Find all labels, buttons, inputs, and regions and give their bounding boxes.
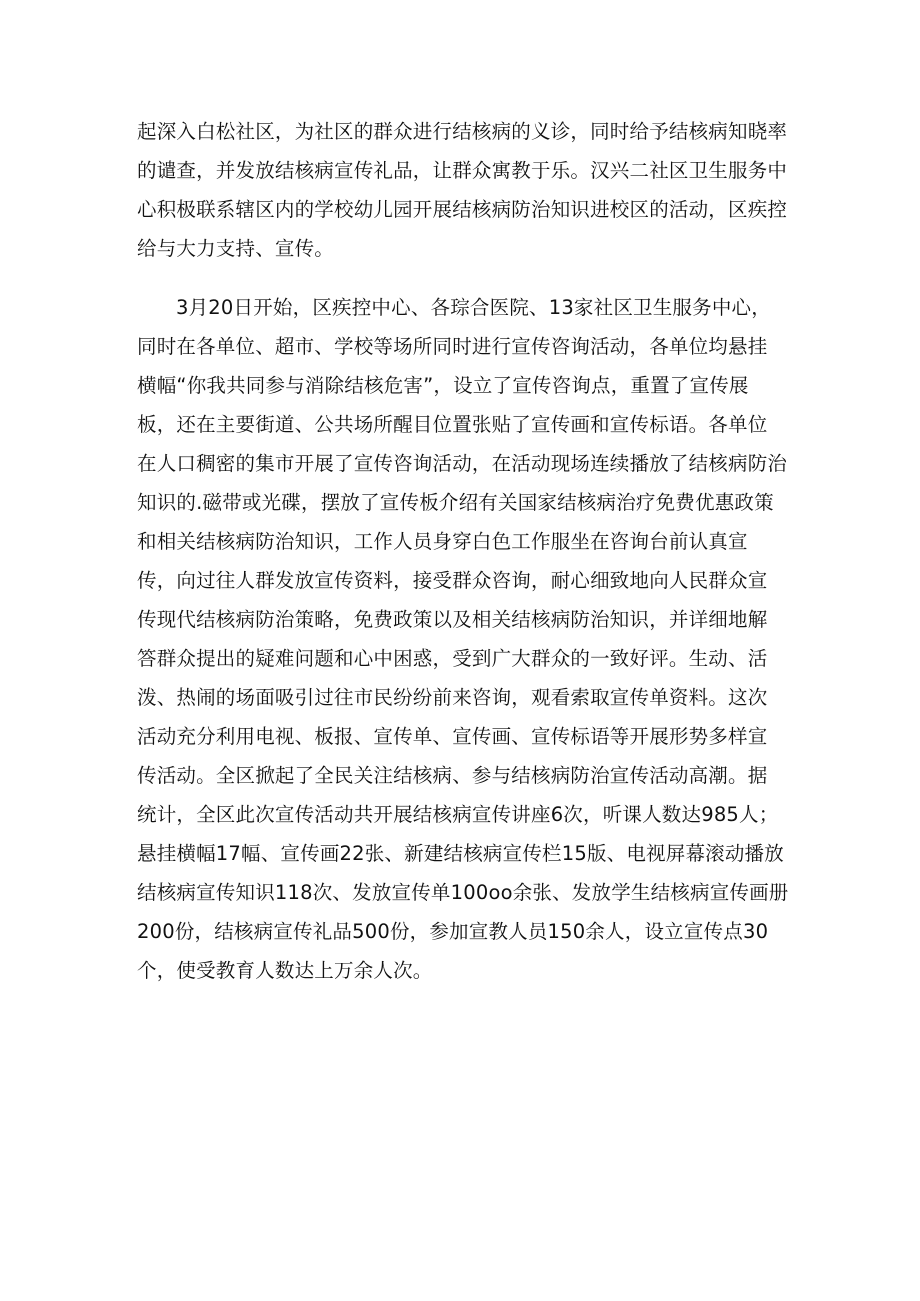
text-line: 3月20日开始，区疾控中心、各琮合医院、13家社区卫生服务中心， <box>176 296 771 319</box>
text-line: 传现代结核病防治策略，免费政策以及相关结核病防治知识，并详细地解 <box>137 608 768 631</box>
text-line: 知识的.磁带或光碟，摆放了宣传板介绍有关国家结核病治疗免费优惠政策 <box>137 491 774 514</box>
text-line: 心积极联系辖区内的学校幼儿园开展结核病防治知识进校区的活动，区疾控 <box>137 198 788 221</box>
text-line: 横幅“你我共同参与消除结核危害”，设立了宣传咨询点，重置了宣传展 <box>137 374 749 397</box>
text-line: 传活动。全区掀起了全民关注结核病、参与结核病防治宣传活动高潮。据 <box>137 764 768 787</box>
paragraph-spacer <box>137 268 795 288</box>
text-line: 给与大力支持、宣传。 <box>137 237 335 260</box>
text-line: 传，向过往人群发放宣传资料，接受群众咨询，耐心细致地向人民群众宣 <box>137 569 768 592</box>
paragraph-2 <box>137 288 795 990</box>
text-line: 和相关结核病防治知识，工作人员身穿白色工作服坐在咨询台前认真宣 <box>137 530 748 553</box>
text-line: 泼、热闹的场面吸引过往市民纷纷前来咨询，观看索取宣传单资料。这次 <box>137 686 768 709</box>
text-line: 活动充分利用电视、板报、宣传单、宣传画、宣传标语等开展形势多样宣 <box>137 725 768 748</box>
text-line: 个，使受教育人数达上万余人次。 <box>137 959 433 982</box>
paragraph-1 <box>137 112 795 268</box>
text-line: 同时在各单位、超市、学校等场所同时进行宣传咨询活动，各单位均悬挂 <box>137 335 768 358</box>
text-line: 板，还在主要街道、公共场所醒目位置张贴了宣传画和宣传标语。各单位 <box>137 413 768 436</box>
text-line: 的谴查，并发放结核病宣传礼品，让群众寓教于乐。汉兴二社区卫生服务中 <box>137 159 788 182</box>
document-body <box>137 112 795 990</box>
text-line: 悬挂横幅17幅、宣传画22张、新建结核病宣传栏15版、电视屏幕滚动播放 <box>137 842 784 865</box>
text-line: 起深入白松社区，为社区的群众进行结核病的义诊，同时给予结核病知晓率 <box>137 120 788 143</box>
text-line: 答群众提出的疑难问题和心中困惑，受到广大群众的一致好评。生动、活 <box>137 647 768 670</box>
text-line: 200份，结核病宣传礼品500份，参加宣教人员150余人，设立宣传点30 <box>137 920 769 943</box>
text-line: 统计，全区此次宣传活动共开展结核病宣传讲座6次，听课人数达985人； <box>137 803 779 826</box>
text-line: 在人口稠密的集市开展了宣传咨询活动，在活动现场连续播放了结核病防治 <box>137 452 788 475</box>
text-line: 结核病宣传知识118次、发放宣传单100oo余张、发放学生结核病宣传画册 <box>137 881 789 904</box>
